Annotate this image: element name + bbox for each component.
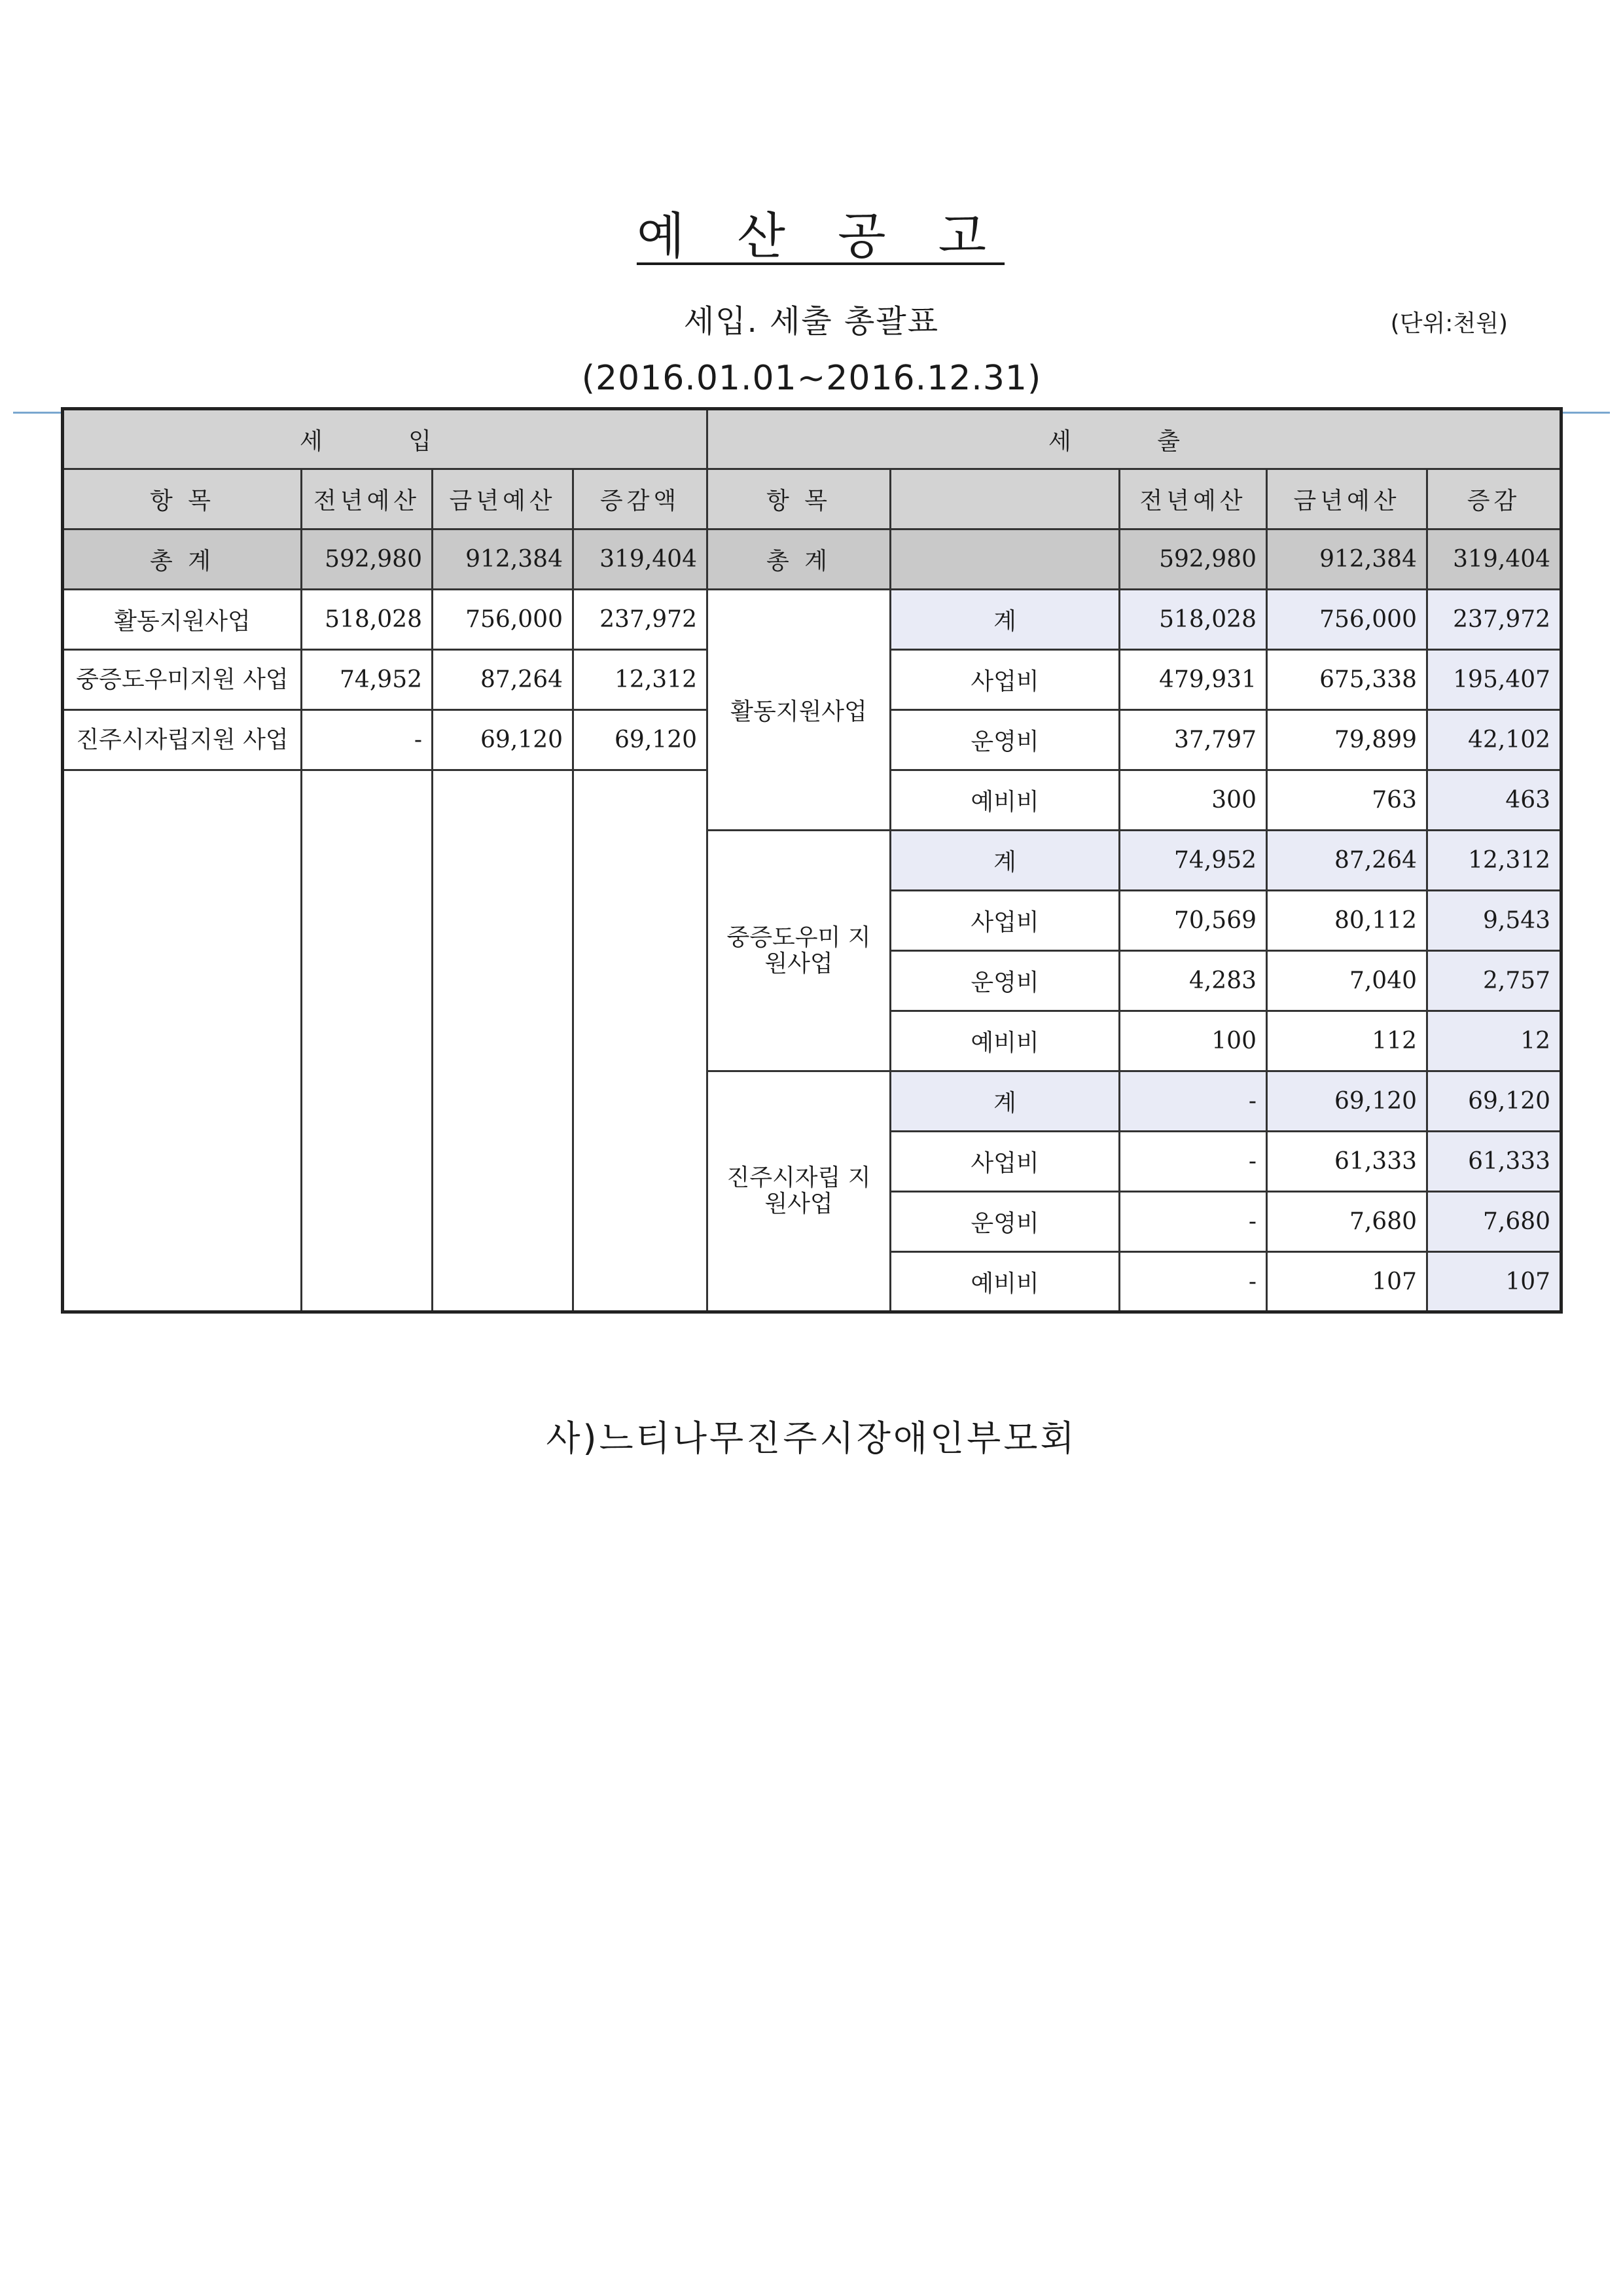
total-diff: 319,404	[573, 529, 707, 590]
exp-group-name: 활동지원사업	[707, 590, 891, 831]
exp-curr: 79,899	[1267, 710, 1427, 770]
table-subtitle: 세입. 세출 총괄표	[683, 303, 940, 340]
total-row	[63, 529, 1561, 590]
exp-prev: -	[1120, 1252, 1267, 1312]
rev-item: 중증도우미지원 사업	[63, 650, 302, 710]
col-exp-diff: 증감	[1427, 469, 1561, 529]
exp-sub: 사업비	[891, 891, 1120, 951]
exp-sub: 운영비	[891, 951, 1120, 1011]
exp-diff: 12	[1427, 1011, 1561, 1071]
exp-curr: 675,338	[1267, 650, 1427, 710]
rev-curr: 756,000	[433, 590, 573, 650]
revenue-header: 세 입	[63, 409, 707, 469]
unit-label: (단위:천원)	[1390, 310, 1508, 337]
col-rev-curr: 금년예산	[433, 469, 573, 529]
exp-prev: 518,028	[1120, 590, 1267, 650]
col-rev-diff: 증감액	[573, 469, 707, 529]
exp-sub: 운영비	[891, 710, 1120, 770]
exp-diff: 195,407	[1427, 650, 1561, 710]
col-exp-prev: 전년예산	[1120, 469, 1267, 529]
period-label: (2016.01.01~2016.12.31)	[581, 359, 1042, 398]
exp-total-diff: 319,404	[1427, 529, 1561, 590]
exp-prev: 74,952	[1120, 831, 1267, 891]
exp-curr: 112	[1267, 1011, 1427, 1071]
rev-item: 활동지원사업	[63, 590, 302, 650]
table-row	[63, 590, 1561, 650]
rev-prev: 518,028	[302, 590, 433, 650]
exp-curr: 756,000	[1267, 590, 1427, 650]
exp-sub: 계	[891, 1071, 1120, 1132]
col-exp-item: 항 목	[707, 469, 891, 529]
rev-diff: 12,312	[573, 650, 707, 710]
exp-total-curr: 912,384	[1267, 529, 1427, 590]
budget-summary-table	[61, 407, 1563, 1314]
col-rev-prev: 전년예산	[302, 469, 433, 529]
exp-prev: 70,569	[1120, 891, 1267, 951]
exp-diff: 2,757	[1427, 951, 1561, 1011]
exp-prev: 37,797	[1120, 710, 1267, 770]
rev-diff: 69,120	[573, 710, 707, 770]
col-rev-item: 항 목	[63, 469, 302, 529]
exp-sub: 예비비	[891, 1011, 1120, 1071]
rev-prev: 74,952	[302, 650, 433, 710]
rev-blank-prev	[302, 770, 433, 1312]
section-header-row	[63, 409, 1561, 469]
exp-diff: 9,543	[1427, 891, 1561, 951]
rev-diff: 237,972	[573, 590, 707, 650]
exp-curr: 61,333	[1267, 1132, 1427, 1192]
exp-curr: 80,112	[1267, 891, 1427, 951]
exp-sub: 계	[891, 590, 1120, 650]
exp-curr: 7,680	[1267, 1192, 1427, 1252]
exp-prev: -	[1120, 1192, 1267, 1252]
exp-diff: 107	[1427, 1252, 1561, 1312]
col-exp-sub	[891, 469, 1120, 529]
exp-prev: -	[1120, 1071, 1267, 1132]
exp-curr: 7,040	[1267, 951, 1427, 1011]
exp-diff: 69,120	[1427, 1071, 1561, 1132]
exp-sub: 운영비	[891, 1192, 1120, 1252]
rev-prev: -	[302, 710, 433, 770]
rev-item: 진주시자립지원 사업	[63, 710, 302, 770]
total-prev: 592,980	[302, 529, 433, 590]
exp-total-sub	[891, 529, 1120, 590]
page-title-text: 예 산 공 고	[636, 207, 1005, 265]
rev-blank-item	[63, 770, 302, 1312]
exp-curr: 107	[1267, 1252, 1427, 1312]
exp-sub: 예비비	[891, 770, 1120, 831]
exp-diff: 7,680	[1427, 1192, 1561, 1252]
rev-blank-curr	[433, 770, 573, 1312]
exp-prev: 479,931	[1120, 650, 1267, 710]
exp-diff: 12,312	[1427, 831, 1561, 891]
rev-blank-diff	[573, 770, 707, 1312]
total-label: 총 계	[63, 529, 302, 590]
col-exp-curr: 금년예산	[1267, 469, 1427, 529]
exp-total-prev: 592,980	[1120, 529, 1267, 590]
exp-diff: 237,972	[1427, 590, 1561, 650]
organization-name: 사)느티나무진주시장애인부모회	[546, 1418, 1077, 1459]
expenditure-header: 세 출	[707, 409, 1561, 469]
exp-prev: -	[1120, 1132, 1267, 1192]
page-title	[0, 196, 1623, 268]
rev-curr: 87,264	[433, 650, 573, 710]
exp-sub: 계	[891, 831, 1120, 891]
exp-curr: 69,120	[1267, 1071, 1427, 1132]
column-header-row	[63, 469, 1561, 529]
exp-diff: 61,333	[1427, 1132, 1561, 1192]
exp-group-name: 중증도우미 지원사업	[707, 831, 891, 1071]
exp-curr: 87,264	[1267, 831, 1427, 891]
exp-sub: 사업비	[891, 1132, 1120, 1192]
exp-sub: 사업비	[891, 650, 1120, 710]
exp-curr: 763	[1267, 770, 1427, 831]
exp-total-label: 총 계	[707, 529, 891, 590]
total-curr: 912,384	[433, 529, 573, 590]
exp-diff: 463	[1427, 770, 1561, 831]
exp-group-name: 진주시자립 지원사업	[707, 1071, 891, 1312]
exp-prev: 100	[1120, 1011, 1267, 1071]
exp-prev: 4,283	[1120, 951, 1267, 1011]
exp-sub: 예비비	[891, 1252, 1120, 1312]
exp-prev: 300	[1120, 770, 1267, 831]
exp-diff: 42,102	[1427, 710, 1561, 770]
rev-curr: 69,120	[433, 710, 573, 770]
